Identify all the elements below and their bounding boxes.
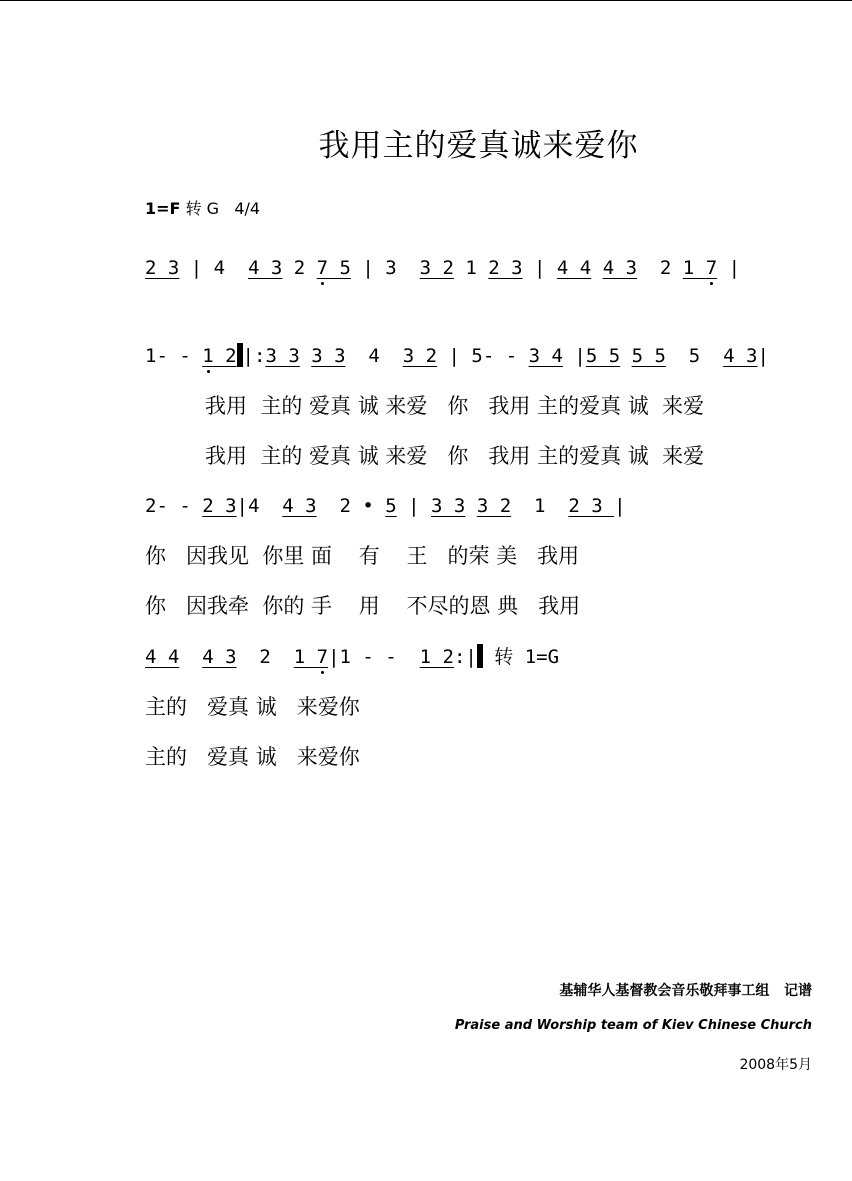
lyric-line-4: 你 因我牵 你的 手 用 不尽的恩 典 我用: [145, 594, 581, 618]
notation-line-1: 2 3 | 4 4 3 2 7 5 | 3 3 2 1 2 3 | 4 4 4 3 2 1 7 |: [145, 257, 741, 279]
key-signature: [145, 196, 260, 219]
time-signature: 4/4: [234, 199, 261, 218]
song-title: 我用主的爱真诚来爱你: [318, 128, 639, 164]
lyric-line-1: 我用 主的 爱真 诚 来爱 你 我用 主的爱真 诚 来爱: [205, 394, 705, 418]
lyric-line-5: 主的 爱真 诚 来爱你: [145, 695, 360, 719]
date-label: 2008年5月: [739, 1057, 812, 1073]
lyric-line-3: 你 因我见 你里 面 有 王 的荣 美 我用: [145, 544, 580, 568]
credit-english: Praise and Worship team of Kiev Chinese Church: [454, 1018, 812, 1033]
lyric-line-2: 我用 主的 爱真 诚 来爱 你 我用 主的爱真 诚 来爱: [205, 444, 705, 468]
top-border: [0, 0, 852, 1]
key-modulation: 转 G: [185, 199, 220, 218]
credit-chinese: 基辅华人基督教会音乐敬拜事工组 记谱: [559, 983, 812, 999]
notation-line-2: 1- - 1 2 |:3 3 3 3 4 3 2 | 5- - 3 4 |5 5 5 5 5 4 3|: [145, 345, 769, 367]
key-tonic: 1=F: [145, 199, 181, 218]
lyric-line-6: 主的 爱真 诚 来爱你: [145, 745, 360, 769]
notation-line-3: 2- - 2 3|4 4 3 2 • 5 | 3 3 3 2 1 2 3 |: [145, 495, 626, 517]
notation-line-4: 4 4 4 3 2 1 7|1 - - 1 2:| 转 1=G: [145, 646, 560, 668]
